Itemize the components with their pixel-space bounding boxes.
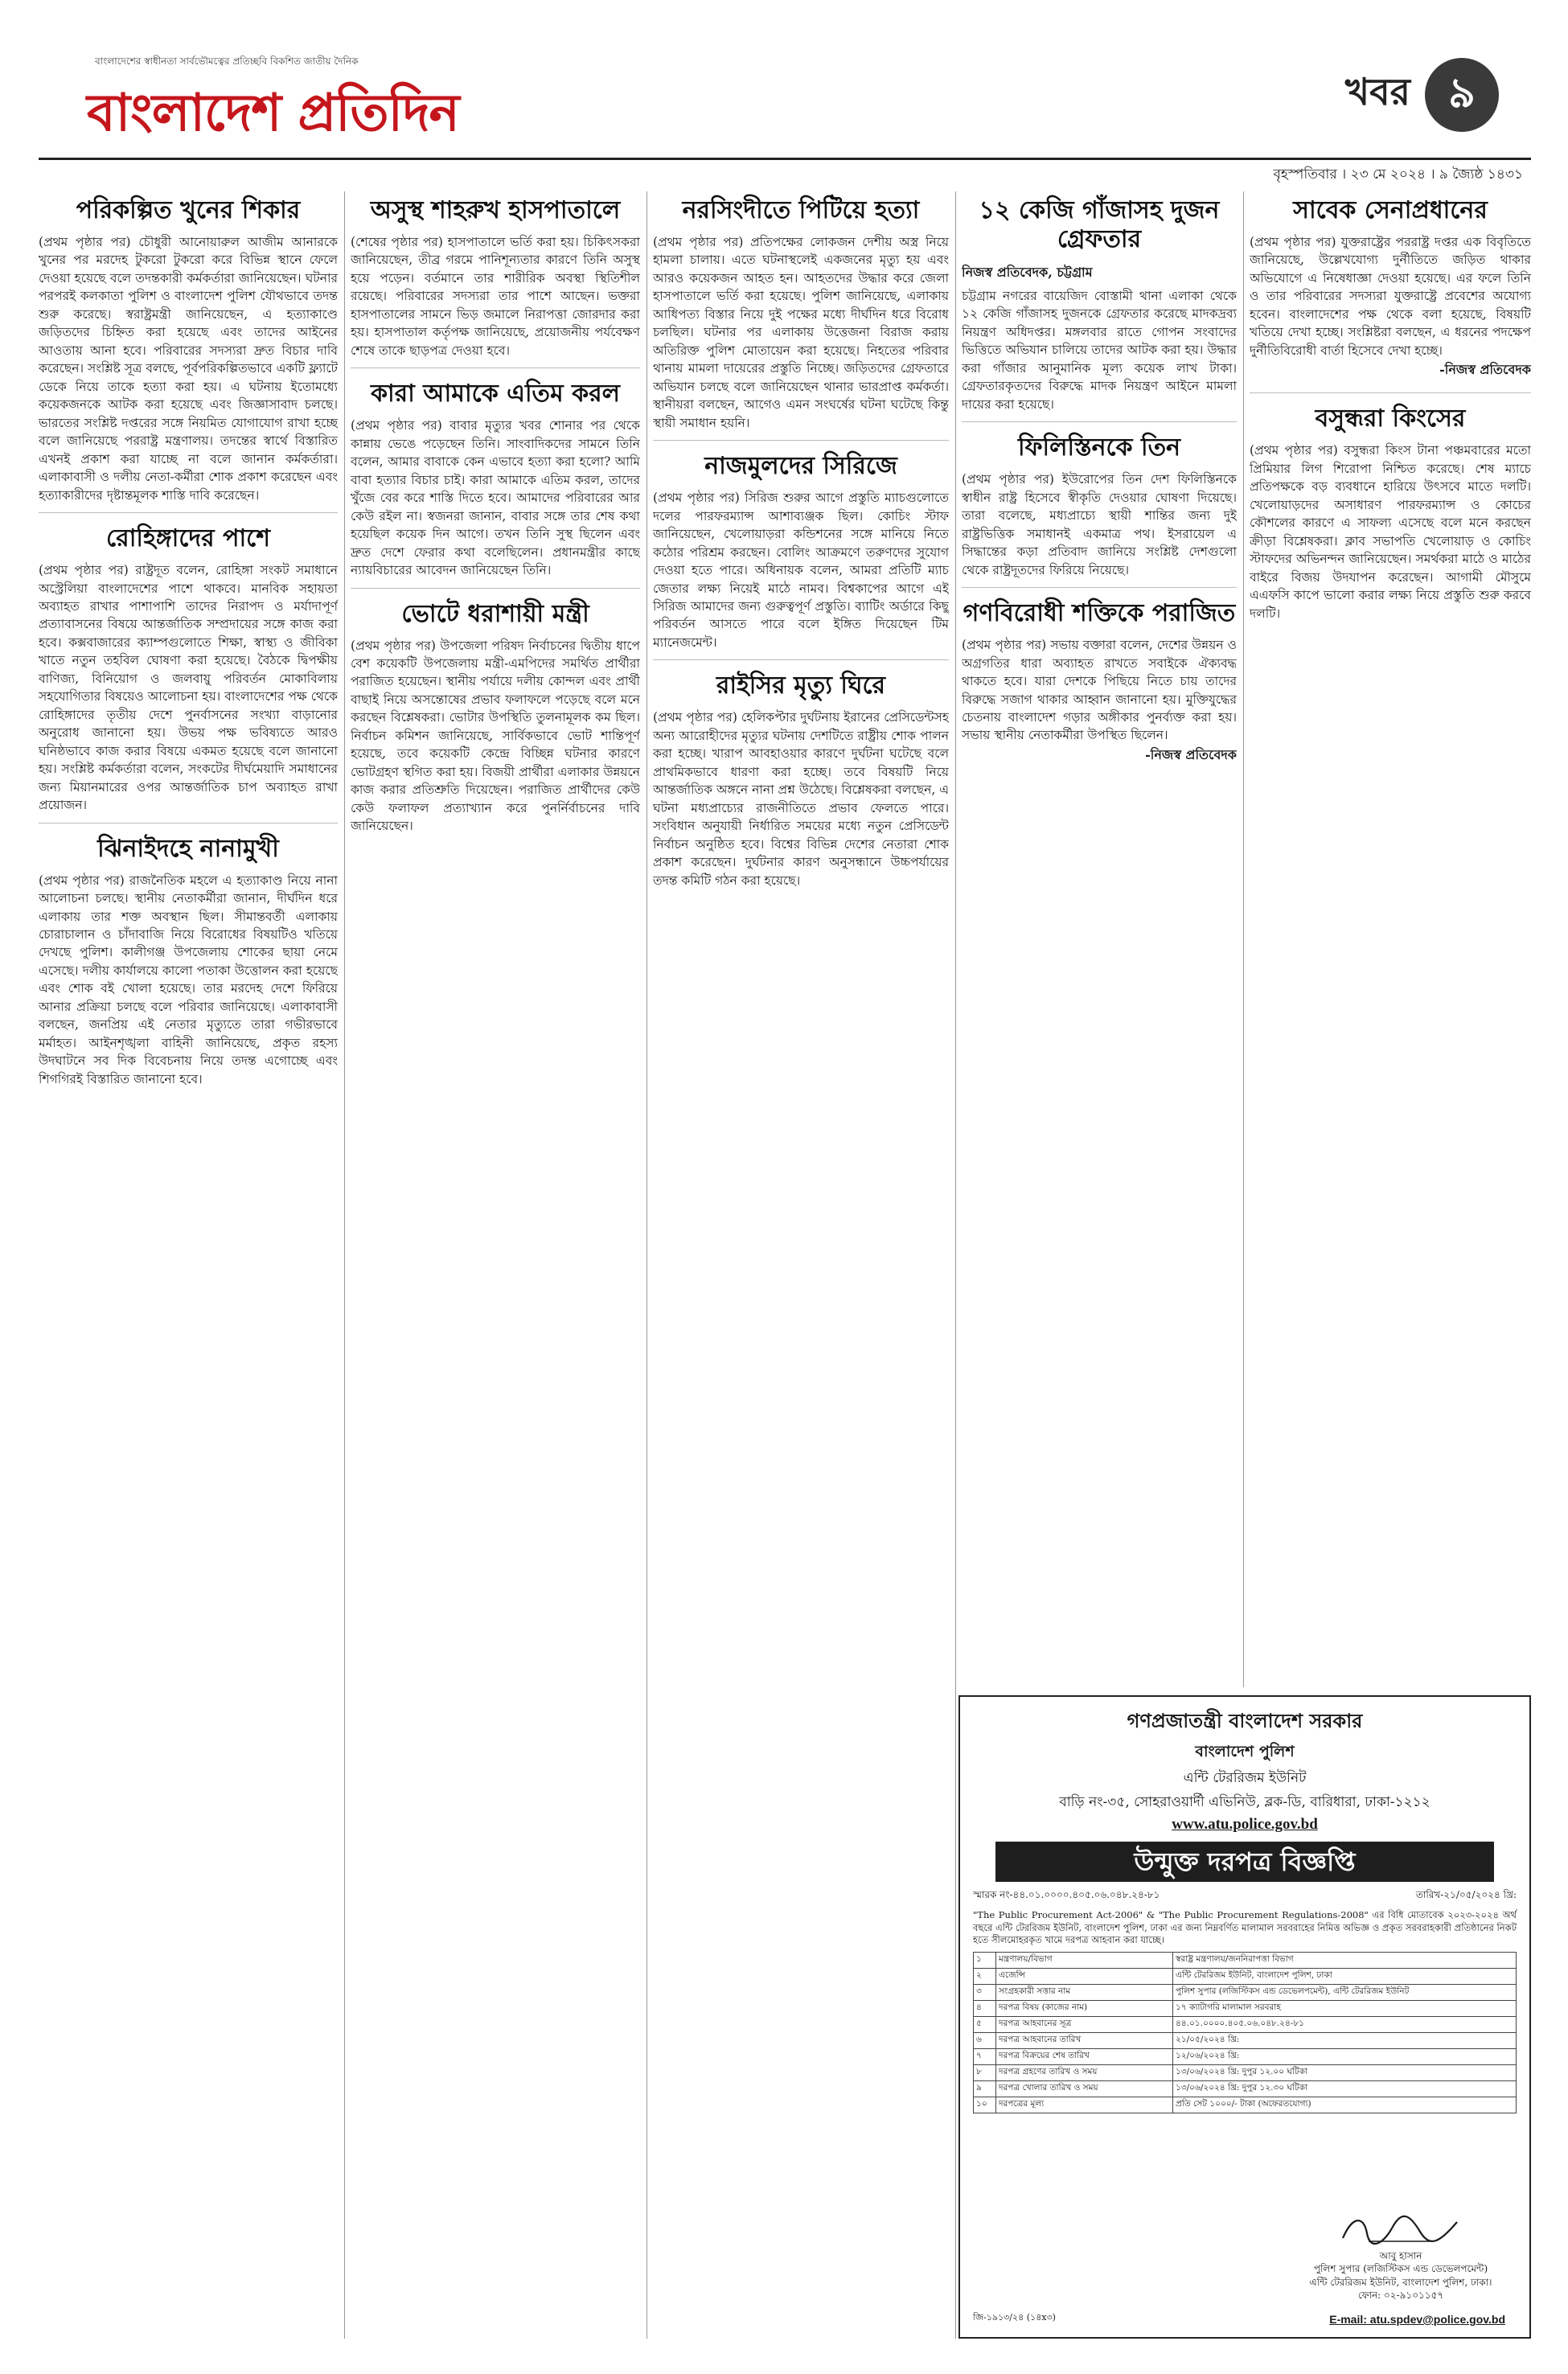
notice-meta — [973, 1888, 1517, 1904]
story-headline: গণবিরোধী শক্তিকে পরাজিত — [963, 599, 1236, 628]
story-headline: ফিলিস্তিনকে তিন — [1018, 433, 1180, 462]
notice-email: E-mail: atu.spdev@police.gov.bd — [1329, 2313, 1505, 2326]
tender-table-cell: ৯ — [974, 2080, 996, 2097]
tender-table-cell: দরপত্র বিষয় (কাজের নাম) — [996, 2000, 1173, 2016]
tender-table-cell: সংগ্রহকারী সত্তার নাম — [996, 1984, 1173, 2000]
story-body: (প্রথম পৃষ্ঠার পর) সভায় বক্তারা বলেন, দেশের উন্নয়ন ও অগ্রগতির ধারা অব্যাহত রাখতে সবাইকে ঐক্যবদ্ধ থাকতে হবে। যারা দেশকে পিছিয়ে নিতে চায় তাদের বিরুদ্ধে সজাগ থাকার আহ্বান জানানো হয়। মুক্তিযুদ্ধের চেতনায় বাংলাদেশ গড়ার অঙ্গীকার পুনর্ব্যক্ত করা হয়। সভায় স্থানীয় নেতাকর্মীরা উপস্থিত ছিলেন। — [962, 638, 1237, 743]
signer-office: এন্টি টেররিজম ইউনিট, বাংলাদেশ পুলিশ, ঢাকা। — [1309, 2276, 1492, 2288]
section-header — [1345, 47, 1499, 143]
tender-table-cell: দরপত্র আহবানের তারিখ — [996, 2032, 1173, 2048]
column-divider — [1243, 191, 1244, 1687]
masthead — [39, 23, 1531, 183]
tender-notice-ad — [958, 1695, 1531, 2339]
tender-table-cell: দরপত্র গ্রহণের তারিখ ও সময় — [996, 2064, 1173, 2080]
tender-table-cell: এজেন্সি — [996, 1968, 1173, 1984]
logo-text: বাংলাদেশ প্রতিদিন — [87, 83, 459, 143]
story-body: (প্রথম পৃষ্ঠার পর) রাজনৈতিক মহলে এ হত্যাকাণ্ড নিয়ে নানা আলোচনা চলছে। স্থানীয় নেতাকর্মীরা জানান, দীর্ঘদিন ধরে এলাকায় তার শক্ত অবস্থান ছিল। সীমান্তবর্তী এলাকায় চোরাচালান ও চাঁদাবাজি নিয়ে বিরোধের বিষয়টিও খতিয়ে দেখছে পুলিশ। কালীগঞ্জ উপজেলায় শোকের ছায়া নেমে এসেছে। দলীয় কার্যালয়ে কালো পতাকা উত্তোলন করা হয়েছে এবং শোক বই খোলা হয়েছে। তার মরদেহ দেশে ফিরিয়ে আনার প্রক্রিয়া চলছে বলে পরিবার জানিয়েছে। এলাকাবাসী বলছেন, জনপ্রিয় এই নেতার মৃত্যুতে তারা গভীরভাবে মর্মাহত। আইনশৃঙ্খলা বাহিনী জানিয়েছে, প্রকৃত রহস্য উদঘাটনে সব দিক বিবেচনায় নিয়ে তদন্ত এগোচ্ছে এবং শিগগিরই বিস্তারিত জানানো হবে। — [39, 873, 338, 1086]
story-rohingya — [39, 524, 338, 824]
tender-table-cell: প্রতি সেট ১০০০/- টাকা (অফেরতযোগ্য) — [1173, 2097, 1517, 2113]
tender-table-cell: দরপত্রের মূল্য — [996, 2097, 1173, 2113]
column-1 — [39, 191, 338, 2339]
tender-table-cell: ৭ — [974, 2048, 996, 2064]
tender-table-cell: মন্ত্রণালয়/বিভাগ — [996, 1952, 1173, 1968]
story-headline: ১২ কেজি গাঁজাসহ দুজন গ্রেফতার — [979, 196, 1220, 253]
tender-table-cell: স্বরাষ্ট্র মন্ত্রণালয়/জননিরাপত্তা বিভাগ — [1173, 1952, 1517, 1968]
story-minister-defeated — [351, 600, 640, 844]
column-2 — [351, 191, 640, 2339]
story-headline: সাবেক সেনাপ্রধানের — [1293, 196, 1488, 224]
signature-block — [1296, 2211, 1505, 2302]
story-body: (প্রথম পৃষ্ঠার পর) বাবার মৃত্যুর খবর শোনার পর থেকে কান্নায় ভেঙে পড়েছেন তিনি। সাংবাদিকদের সামনে তিনি বলেন, আমার বাবাকে কেন এভাবে হত্যা করা হলো? আমি বাবা হত্যার বিচার চাই। কারা আমাকে এতিম করল, তাদের খুঁজে বের করে শাস্তি দিতে হবে। আমাদের পরিবারের আর কেউ রইল না। স্বজনরা জানান, বাবার সঙ্গে তার শেষ কথা হয়েছিল কয়েক দিন আগে। তখন তিনি সুস্থ ছিলেন এবং দ্রুত দেশে ফেরার কথা বলেছিলেন। প্রধানমন্ত্রীর কাছে ন্যায়বিচারের আবেদন জানিয়েছেন তিনি। — [351, 418, 640, 578]
story-body: (প্রথম পৃষ্ঠার পর) বসুন্ধরা কিংস টানা পঞ্চমবারের মতো প্রিমিয়ার লিগ শিরোপা নিশ্চিত করেছে। শেষ ম্যাচে প্রতিপক্ষকে বড় ব্যবধানে হারিয়ে উৎসবে মাতে দলটি। খেলোয়াড়দের অসাধারণ পারফরম্যান্স ও কোচের কৌশলের কারণে এ সাফল্য এসেছে বলে মনে করছেন ক্রীড়া বিশ্লেষকরা। ক্লাব সভাপতি খেলোয়াড় ও কোচিং স্টাফদের অভিনন্দন জানিয়েছেন। সমর্থকরা মাঠে ও মাঠের বাইরে বিজয় উদযাপন করেছেন। আগামী মৌসুমে এএফসি কাপে ভালো করার লক্ষ্য নিয়ে প্রস্তুতি শুরু করবে দলটি। — [1250, 443, 1531, 621]
tender-table-cell: ১৩/০৬/২০২৪ খ্রি: দুপুর ১২.০০ ঘটিকা — [1173, 2064, 1517, 2080]
newspaper-logo — [87, 55, 459, 151]
story-headline: ভোটে ধরাশায়ী মন্ত্রী — [401, 599, 589, 628]
notice-banner: উন্মুক্ত দরপত্র বিজ্ঞপ্তি — [995, 1842, 1494, 1882]
notice-memo: স্মারক নং-৪৪.০১.০০০০.৪০৫.০৬.০৪৮.২৪-৮১ — [973, 1889, 1160, 1900]
notice-address: বাড়ি নং-৩৫, সোহরাওয়ার্দী এভিনিউ, ব্লক-ডি, বারিধারা, ঢাকা-১২১২ — [1059, 1794, 1430, 1810]
story-headline: রাইসির মৃত্যু ঘিরে — [716, 672, 886, 700]
tender-table-row — [974, 2097, 1517, 2113]
tender-table-cell: ২ — [974, 1968, 996, 1984]
story-body: (প্রথম পৃষ্ঠার পর) সিরিজ শুরুর আগে প্রস্তুতি ম্যাচগুলোতে দলের পারফরম্যান্স আশাব্যঞ্জক ছিল। কোচিং স্টাফ জানিয়েছেন, খেলোয়াড়রা কন্ডিশনের সঙ্গে মানিয়ে নিতে কঠোর পরিশ্রম করছেন। বোলিং আক্রমণে তরুণদের সুযোগ দেওয়া হতে পারে। অধিনায়ক বলেন, আমরা প্রতিটি ম্যাচ জেতার লক্ষ্য নিয়েই মাঠে নামব। বিশ্বকাপের আগে এই সিরিজ আমাদের জন্য গুরুত্বপূর্ণ প্রস্তুতি। ব্যাটিং অর্ডারে কিছু পরিবর্তন আসতে পারে বলে ইঙ্গিত দিয়েছেন টিম ম্যানেজমেন্ট। — [653, 491, 949, 650]
section-name: খবর — [1344, 70, 1410, 113]
story-body: (প্রথম পৃষ্ঠার পর) উপজেলা পরিষদ নির্বাচনের দ্বিতীয় ধাপে বেশ কয়েকটি উপজেলায় মন্ত্রী-এমপিদের সমর্থিত প্রার্থীরা পরাজিত হয়েছেন। স্থানীয় পর্যায়ে দলীয় কোন্দল এবং প্রার্থী বাছাই নিয়ে অসন্তোষের প্রভাব ফলাফলে পড়েছে বলে মনে করছেন বিশ্লেষকরা। ভোটার উপস্থিতি তুলনামূলক কম ছিল। নির্বাচন কমিশন জানিয়েছে, সার্বিকভাবে ভোট শান্তিপূর্ণ হয়েছে, তবে কয়েকটি কেন্দ্রে বিচ্ছিন্ন ঘটনার কারণে ভোটগ্রহণ স্থগিত করা হয়। বিজয়ী প্রার্থীরা এলাকার উন্নয়নে কাজ করার প্রতিশ্রুতি দিয়েছেন। পরাজিত প্রার্থীদের কেউ কেউ ফলাফল প্রত্যাখ্যান করে পুনর্নির্বাচনের দাবি জানিয়েছেন। — [351, 638, 640, 834]
column-divider — [955, 191, 956, 2339]
signer-name: আবু হাসান — [1379, 2250, 1422, 2262]
notice-org: বাংলাদেশ পুলিশ — [1195, 1743, 1295, 1760]
story-body: চট্টগ্রাম নগরের বায়েজিদ বোস্তামী থানা এলাকা থেকে ১২ কেজি গাঁজাসহ দুজনকে গ্রেফতার করেছে মাদকদ্রব্য নিয়ন্ত্রণ অধিদপ্তর। মঙ্গলবার রাতে গোপন সংবাদের ভিত্তিতে অভিযান চালিয়ে তাদের আটক করা হয়। উদ্ধার করা গাঁজার আনুমানিক মূল্য কয়েক লাখ টাকা। গ্রেফতারকৃতদের বিরুদ্ধে মাদক নিয়ন্ত্রণ আইনে মামলা দায়ের করা হয়েছে। — [962, 289, 1237, 412]
column-5 — [1250, 191, 1531, 1687]
tender-table-cell: ১ — [974, 1952, 996, 1968]
tender-table-cell: দরপত্র আহবানের সূত্র — [996, 2016, 1173, 2032]
story-body: (প্রথম পৃষ্ঠার পর) রাষ্ট্রদূত বলেন, রোহিঙ্গা সংকট সমাধানে অস্ট্রেলিয়া বাংলাদেশের পাশে থাকবে। মানবিক সহায়তা অব্যাহত রাখার পাশাপাশি তাদের নিরাপদ ও মর্যাদাপূর্ণ প্রত্যাবাসনের বিষয়ে আন্তর্জাতিক সম্প্রদায়ের সঙ্গে কাজ করা হবে। কক্সবাজারের ক্যাম্পগুলোতে শিক্ষা, স্বাস্থ্য ও জীবিকা খাতে নতুন তহবিল ঘোষণা করা হয়েছে। বৈঠকে দ্বিপক্ষীয় বাণিজ্য, বিনিয়োগ ও জলবায়ু পরিবর্তন মোকাবিলায় সহযোগিতার বিষয়েও আলোচনা হয়। বাংলাদেশের পক্ষ থেকে রোহিঙ্গাদের তৃতীয় দেশে পুনর্বাসনের সংখ্যা বাড়ানোর অনুরোধ জানানো হয়। উভয় পক্ষ ভবিষ্যতে আরও ঘনিষ্ঠভাবে কাজ করার বিষয়ে একমত হয়েছে বলে জানানো হয়। সংশ্লিষ্ট কর্মকর্তারা বলেন, সংকটের দীর্ঘমেয়াদি সমাধানের জন্য মিয়ানমারের ওপর আন্তর্জাতিক চাপ অব্যাহত রাখা প্রয়োজন। — [39, 563, 338, 813]
tender-table-cell: ২১/০৫/২০২৪ খ্রি: — [1173, 2032, 1517, 2048]
tender-table-cell: দরপত্র খোলার তারিখ ও সময় — [996, 2080, 1173, 2097]
tender-table-body — [974, 1952, 1517, 2113]
tender-table-row — [974, 2064, 1517, 2080]
notice-issuer: গণপ্রজাতন্ত্রী বাংলাদেশ সরকার — [1127, 1710, 1363, 1732]
story-dateline: -নিজস্ব প্রতিবেদক — [1439, 362, 1531, 378]
tender-table-row — [974, 2032, 1517, 2048]
tender-table-cell: ৫ — [974, 2016, 996, 2032]
newspaper-page — [39, 23, 1531, 2355]
story-palestine — [962, 433, 1237, 588]
story-byline: নিজস্ব প্রতিবেদক, চট্টগ্রাম — [962, 265, 1093, 280]
story-body: (প্রথম পৃষ্ঠার পর) হেলিকপ্টার দুর্ঘটনায় ইরানের প্রেসিডেন্টসহ অন্য আরোহীদের মৃত্যুর ঘটনায় দেশটিতে রাষ্ট্রীয় শোক পালন করা হচ্ছে। খারাপ আবহাওয়ার কারণে দুর্ঘটনা ঘটেছে বলে প্রাথমিকভাবে ধারণা করা হচ্ছে। তবে বিষয়টি নিয়ে আন্তর্জাতিক অঙ্গনে নানা প্রশ্ন উঠেছে। বিশ্লেষকরা বলছেন, এ ঘটনা মধ্যপ্রাচ্যের রাজনীতিতে প্রভাব ফেলতে পারে। সংবিধান অনুযায়ী নির্ধারিত সময়ের মধ্যে নতুন প্রেসিডেন্ট নির্বাচন অনুষ্ঠিত হবে। বিশ্বের বিভিন্ন দেশের নেতারা শোক প্রকাশ করেছেন। দুর্ঘটনার কারণ অনুসন্ধানে উচ্চপর্যায়ের তদন্ত কমিটি গঠন করা হয়েছে। — [653, 710, 949, 888]
story-narsingdi — [653, 196, 949, 441]
story-planned-murder — [39, 196, 338, 513]
tender-table-row — [974, 1952, 1517, 1968]
column-divider — [646, 191, 647, 2339]
story-body: (প্রথম পৃষ্ঠার পর) প্রতিপক্ষের লোকজন দেশীয় অস্ত্র নিয়ে হামলা চালায়। এতে ঘটনাস্থলেই একজনের মৃত্যু হয় এবং আরও কয়েকজন আহত হন। আহতদের উদ্ধার করে জেলা হাসপাতালে ভর্তি করা হয়েছে। পুলিশ জানিয়েছে, এলাকায় আধিপত্য বিস্তার নিয়ে দুই পক্ষের মধ্যে দীর্ঘদিন ধরে বিরোধ চলছিল। ঘটনার পর এলাকায় উত্তেজনা বিরাজ করায় অতিরিক্ত পুলিশ মোতায়েন করা হয়েছে। নিহতের পরিবার থানায় মামলা দায়েরের প্রস্তুতি নিচ্ছে। জড়িতদের গ্রেফতারে অভিযান চলছে বলে জানিয়েছেন থানার ভারপ্রাপ্ত কর্মকর্তা। স্থানীয়রা বলছেন, আগেও এমন সংঘর্ষের ঘটনা ঘটেছে কিন্তু স্থায়ী সমাধান হয়নি। — [653, 235, 949, 430]
story-dateline: -নিজস্ব প্রতিবেদক — [1145, 746, 1237, 762]
signer-title: পুলিশ সুপার (লজিস্টিকস এন্ড ডেভেলপমেন্ট) — [1313, 2263, 1488, 2275]
tender-table-row — [974, 2080, 1517, 2097]
tender-table-row — [974, 2048, 1517, 2064]
story-headline: পরিকল্পিত খুনের শিকার — [76, 196, 301, 224]
story-raisi — [653, 672, 949, 897]
story-headline: বসুন্ধরা কিংসের — [1315, 405, 1466, 433]
tender-table-cell: ১০ — [974, 2097, 996, 2113]
story-headline: কারা আমাকে এতিম করল — [370, 380, 621, 409]
signature-icon — [1296, 2211, 1505, 2249]
story-headline: ঝিনাইদহে নানামুখী — [97, 834, 279, 863]
signer-phone: ফোন: ০২-৯১০১১৫৭ — [1357, 2289, 1444, 2301]
story-bashundhara-kings — [1250, 405, 1531, 630]
notice-date: তারিখ-২১/০৫/২০২৪ খ্রি: — [1415, 1889, 1517, 1900]
tender-table-cell: ১৭ ক্যাটাগরি মালামাল সরবরাহ — [1173, 2000, 1517, 2016]
tender-table-cell: ১৩/০৬/২০২৪ খ্রি: দুপুর ১২.৩০ ঘটিকা — [1173, 2080, 1517, 2097]
notice-unit: এন্টি টেররিজম ইউনিট — [1183, 1770, 1307, 1786]
tender-table — [973, 1952, 1517, 2113]
logo-tagline: বাংলাদেশের স্বাধীনতা সার্বভৌমত্বের প্রতিচ্ছবি বিকশিত জাতীয় দৈনিক — [95, 55, 359, 67]
story-headline: রোহিঙ্গাদের পাশে — [106, 524, 270, 553]
story-anti-people-force — [962, 599, 1237, 778]
tender-table-row — [974, 1984, 1517, 2000]
tender-table-cell: ৪৪.০১.০০০০.৪০৫.০৬.০৪৮.২৪-৮১ — [1173, 2016, 1517, 2032]
column-4 — [962, 191, 1237, 1687]
tender-table-row — [974, 2016, 1517, 2032]
tender-table-cell: এন্টি টেররিজম ইউনিট, বাংলাদেশ পুলিশ, ঢাকা — [1173, 1968, 1517, 1984]
handwritten-signature-icon — [1336, 2211, 1465, 2248]
tender-table-cell: ৪ — [974, 2000, 996, 2016]
issue-date: বৃহস্পতিবার । ২৩ মে ২০২৪ । ৯ জ্যৈষ্ঠ ১৪৩১ — [1273, 166, 1523, 183]
tender-table-cell: ৬ — [974, 2032, 996, 2048]
story-former-army-chief — [1250, 196, 1531, 393]
tender-table-cell: ১২/০৬/২০২৪ খ্রি: — [1173, 2048, 1517, 2064]
ad-code: জি-১৯১৩/২৪ (১৪x৩) — [973, 2312, 1056, 2323]
tender-table-row — [974, 2000, 1517, 2016]
page-number-badge: ৯ — [1425, 58, 1499, 132]
tender-table-cell: ৮ — [974, 2064, 996, 2080]
notice-intro: "The Public Procurement Act-2006" & "The Public Procurement Regulations-2008" এর বিধি মোতাবেক ২০২৩-২০২৪ অর্থ বছরে এন্টি টেররিজম ইউনিট, বাংলাদেশ পুলিশ, ঢাকা এর জন্য নিম্নবর্ণিত মালামাল সরবরাহের নিমিত্ত অভিজ্ঞ ও প্রকৃত সরবরাহকারী প্রতিষ্ঠানের নিকট হতে সীলমোহরকৃত খামে দরপত্র আহবান করা যাচ্ছে। — [973, 1909, 1517, 1946]
story-body: (প্রথম পৃষ্ঠার পর) চৌধুরী আনোয়ারুল আজীম আনারকে খুনের পর মরদেহ টুকরো টুকরো করে বিভিন্ন স্থানে ফেলে দেওয়া হয়েছে বলে তদন্তকারী কর্মকর্তারা জানিয়েছেন। ঘটনার পরপরই কলকাতা পুলিশ ও বাংলাদেশ পুলিশ যৌথভাবে তদন্ত শুরু করেছে। স্বরাষ্ট্রমন্ত্রী জানিয়েছেন, এ হত্যাকাণ্ডে জড়িতদের চিহ্নিত করা হয়েছে এবং তাদের আইনের আওতায় আনা হবে। পরিবারের সদস্যরা দ্রুত বিচার দাবি করেছেন। সংশ্লিষ্ট সূত্র বলছে, পূর্বপরিকল্পিতভাবে একটি ফ্ল্যাটে ডেকে নিয়ে তাকে হত্যা করা হয়। এ ঘটনায় ইতোমধ্যে কয়েকজনকে আটক করা হয়েছে এবং জিজ্ঞাসাবাদ চলছে। ভারতের সংশ্লিষ্ট দপ্তরের সঙ্গে নিয়মিত যোগাযোগ রাখা হচ্ছে বলে জানিয়েছে পররাষ্ট্র মন্ত্রণালয়। তদন্তের স্বার্থে বিস্তারিত এখনই প্রকাশ করা যাচ্ছে না বলে জানান কর্মকর্তারা। এলাকাবাসী ও দলীয় নেতা-কর্মীরা শোক প্রকাশ করেছেন এবং হত্যাকারীদের দৃষ্টান্তমূলক শাস্তি দাবি করেছেন। — [39, 235, 338, 503]
story-headline: নরসিংদীতে পিটিয়ে হত্যা — [682, 196, 920, 224]
story-ganja-arrest — [962, 196, 1237, 422]
story-headline: নাজমুলদের সিরিজে — [704, 452, 897, 481]
tender-table-cell: দরপত্র বিক্রয়ের শেষ তারিখ — [996, 2048, 1173, 2064]
tender-table-cell: পুলিশ সুপার (লজিস্টিকস এন্ড ডেভেলপমেন্ট), এন্টি টেররিজম ইউনিট — [1173, 1984, 1517, 2000]
story-body: (প্রথম পৃষ্ঠার পর) ইউরোপের তিন দেশ ফিলিস্তিনকে স্বাধীন রাষ্ট্র হিসেবে স্বীকৃতি দেওয়ার ঘোষণা দিয়েছে। তারা বলেছে, মধ্যপ্রাচ্যে স্থায়ী শান্তির জন্য দুই রাষ্ট্রভিত্তিক সমাধানই একমাত্র পথ। ইসরায়েল এ সিদ্ধান্তের কড়া প্রতিবাদ জানিয়ে সংশ্লিষ্ট দেশগুলো থেকে রাষ্ট্রদূতদের ফিরিয়ে নিয়েছে। — [962, 472, 1237, 577]
story-shahrukh — [351, 196, 640, 368]
tender-table-row — [974, 1968, 1517, 1984]
story-body: (শেষের পৃষ্ঠার পর) হাসপাতালে ভর্তি করা হয়। চিকিৎসকরা জানিয়েছেন, তীব্র গরমে পানিশূন্যতার কারণে তিনি অসুস্থ হয়ে পড়েন। বর্তমানে তার শারীরিক অবস্থা স্থিতিশীল রয়েছে। পরিবারের সদস্যরা তার পাশে আছেন। ভক্তরা হাসপাতালের সামনে ভিড় জমালে নিরাপত্তা জোরদার করা হয়। হাসপাতাল কর্তৃপক্ষ জানিয়েছে, প্রয়োজনীয় পর্যবেক্ষণ শেষে তাকে ছাড়পত্র দেওয়া হবে। — [351, 235, 640, 358]
tender-table-cell: ৩ — [974, 1984, 996, 2000]
story-headline: অসুস্থ শাহরুখ হাসপাতালে — [370, 196, 621, 224]
column-divider — [344, 191, 345, 2339]
notice-website: www.atu.police.gov.bd — [1172, 1816, 1318, 1833]
story-body: (প্রথম পৃষ্ঠার পর) যুক্তরাষ্ট্রের পররাষ্ট্র দপ্তর এক বিবৃতিতে জানিয়েছে, উল্লেখযোগ্য দুর্নীতিতে জড়িত থাকার অভিযোগে এ নিষেধাজ্ঞা দেওয়া হয়েছে। এর ফলে তিনি ও তার পরিবারের সদস্যরা যুক্তরাষ্ট্রে প্রবেশের অযোগ্য হবেন। বাংলাদেশের পক্ষ থেকে বলা হয়েছে, বিষয়টি খতিয়ে দেখা হচ্ছে। সংশ্লিষ্টরা বলছেন, এ ধরনের পদক্ষেপ দুর্নীতিবিরোধী বার্তা হিসেবে দেখা হচ্ছে। — [1250, 235, 1531, 358]
story-orphan — [351, 380, 640, 588]
story-najmul-series — [653, 452, 949, 660]
header-rule — [39, 158, 1531, 160]
column-3 — [653, 191, 949, 2339]
story-jhenaidah — [39, 835, 338, 1097]
